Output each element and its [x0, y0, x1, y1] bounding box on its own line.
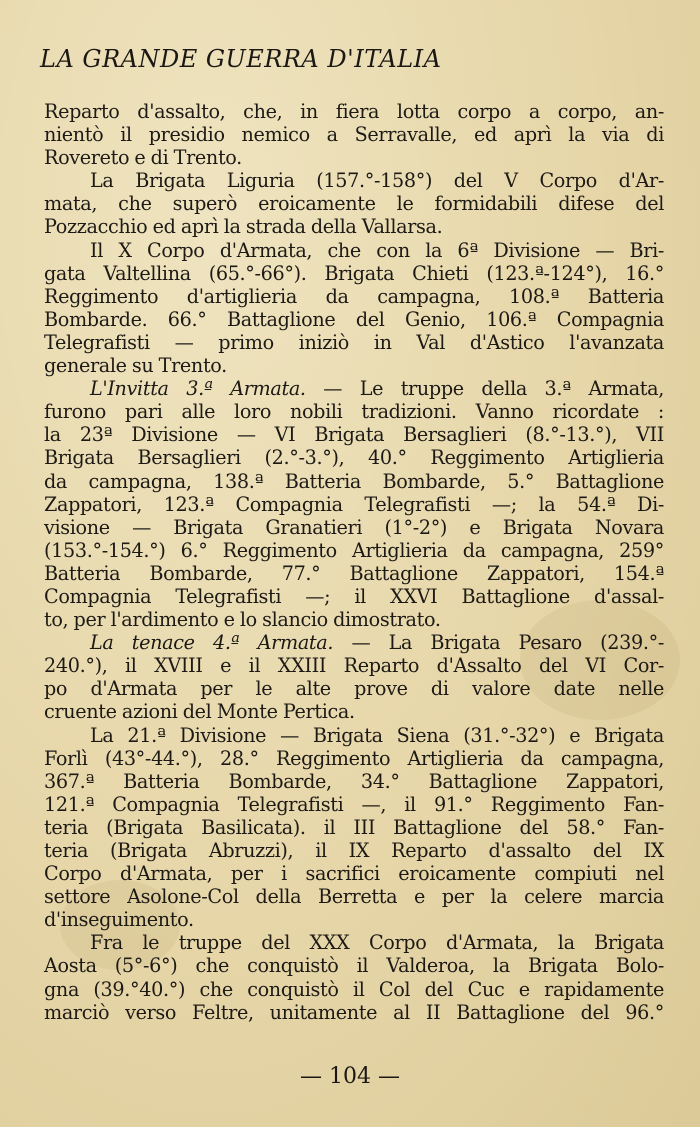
text-line-content: nientò il presidio nemico a Serravalle, ed aprì la via di: [44, 123, 664, 147]
text-line: [44, 978, 664, 1001]
text-line: [44, 770, 664, 793]
text-line-content: — La Brigata Pesaro (239.°-: [333, 631, 664, 655]
text-line: [44, 562, 664, 585]
text-line: [44, 700, 664, 723]
text-line: [44, 585, 664, 608]
page-number: — 104 —: [300, 1064, 400, 1089]
text-line-content: Aosta (5°-6°) che conquistò il Valderoa, la Brigata Bolo-: [44, 954, 664, 978]
text-line: [44, 631, 664, 654]
text-line: [44, 654, 664, 677]
text-line: [44, 885, 664, 908]
text-line-content: Rovereto e di Trento.: [44, 146, 242, 170]
text-line-content: Fra le truppe del XXX Corpo d'Armata, la Brigata: [90, 931, 664, 955]
text-line-content: gna (39.°40.°) che conquistò il Col del Cuc e rapidamente: [44, 977, 664, 1001]
text-line-content: teria (Brigata Abruzzi), il IX Reparto d'assalto del IX: [44, 839, 664, 862]
text-line: [44, 493, 664, 516]
text-line-content: Batteria Bombarde, 77.° Battaglione Zappatori, 154.ª: [44, 561, 664, 585]
text-line: [44, 192, 664, 215]
text-line-content: 121.ª Compagnia Telegrafisti —, il 91.° Reggimento Fan-: [44, 792, 664, 816]
text-line-content: teria (Brigata Basilicata). il III Battaglione del 58.° Fan-: [44, 815, 664, 839]
text-line: [44, 354, 664, 377]
text-line: [44, 470, 664, 493]
text-line-content: Forlì (43°-44.°), 28.° Reggimento Artiglieria da campagna,: [44, 746, 664, 770]
text-line-content: cruente azioni del Monte Pertica.: [44, 700, 355, 724]
text-line-content: po d'Armata per le alte prove di valore date nelle: [44, 677, 664, 701]
text-line-content: 367.ª Batteria Bombarde, 34.° Battaglione Zappatori,: [44, 769, 664, 793]
text-line: [44, 931, 664, 954]
text-line-content: generale su Trento.: [44, 354, 227, 378]
text-line: [44, 908, 664, 931]
text-line: [44, 516, 664, 539]
text-line-content: gata Valtellina (65.°-66°). Brigata Chieti (123.ª-124°), 16.°: [44, 261, 664, 285]
text-line-content: marciò verso Feltre, unitamente al II Battaglione del 96.°: [44, 1000, 664, 1024]
text-line-content: Pozzacchio ed aprì la strada della Vallarsa.: [44, 215, 443, 239]
text-line: [44, 169, 664, 192]
text-line: [44, 423, 664, 446]
text-line-content: Brigata Bersaglieri (2.°-3.°), 40.° Reggimento Artiglieria: [44, 446, 664, 470]
text-line-content: — Le truppe della 3.ª Armata,: [305, 377, 664, 401]
text-line-content: Il X Corpo d'Armata, che con la 6ª Divisione — Bri-: [90, 238, 664, 262]
text-line-content: La 21.ª Divisione — Brigata Siena (31.°-32°) e Brigata: [90, 723, 664, 747]
text-line-content: La Brigata Liguria (157.°-158°) del V Corpo d'Ar-: [90, 169, 664, 193]
text-line: [44, 816, 664, 839]
text-line: [44, 100, 664, 123]
text-line: [44, 862, 664, 885]
body-text: [44, 100, 664, 1024]
text-line-content: furono pari alle loro nobili tradizioni. Vanno ricordate :: [44, 400, 664, 424]
text-line: [44, 747, 664, 770]
text-line-content: 240.°), il XVIII e il XXIII Reparto d'Assalto del VI Cor-: [44, 654, 664, 678]
running-head: LA GRANDE GUERRA D'ITALIA: [40, 45, 442, 73]
text-line: [44, 215, 664, 238]
text-line: [44, 1001, 664, 1024]
text-line: [44, 724, 664, 747]
text-line: [44, 954, 664, 977]
section-heading: La tenace 4.ª Armata.: [90, 631, 334, 655]
text-line: [44, 400, 664, 423]
text-line-content: Compagnia Telegrafisti —; il XXVI Battaglione d'assal-: [44, 584, 664, 608]
text-line: [44, 677, 664, 700]
text-line: [44, 308, 664, 331]
text-line-content: mata, che superò eroicamente le formidabili difese del: [44, 192, 664, 216]
text-line: [44, 539, 664, 562]
text-line-content: Reggimento d'artiglieria da campagna, 108.ª Batteria: [44, 284, 664, 308]
text-line: [44, 377, 664, 400]
text-line: [44, 446, 664, 469]
section-heading: L'Invitta 3.ª Armata.: [90, 377, 306, 401]
text-line: [44, 793, 664, 816]
text-line-content: to, per l'ardimento e lo slancio dimostrato.: [44, 608, 441, 632]
text-line: [44, 285, 664, 308]
text-line-content: Bombarde. 66.° Battaglione del Genio, 106.ª Compagnia: [44, 307, 664, 331]
text-line: [44, 608, 664, 631]
text-line-content: settore Asolone-Col della Berretta e per la celere marcia: [44, 885, 664, 909]
text-line-content: Telegrafisti — primo iniziò in Val d'Astico l'avanzata: [44, 330, 664, 354]
text-line-content: (153.°-154.°) 6.° Reggimento Artiglieria da campagna, 259°: [44, 538, 664, 562]
text-line: [44, 331, 664, 354]
text-line-content: Corpo d'Armata, per i sacrifici eroicamente compiuti nel: [44, 862, 664, 886]
text-line-content: Zappatori, 123.ª Compagnia Telegrafisti —; la 54.ª Di-: [44, 492, 664, 516]
text-line-content: Reparto d'assalto, che, in fiera lotta corpo a corpo, an-: [44, 100, 664, 123]
text-line: [44, 239, 664, 262]
text-line-content: d'inseguimento.: [44, 908, 194, 932]
text-line: [44, 146, 664, 169]
text-line-content: da campagna, 138.ª Batteria Bombarde, 5.° Battaglione: [44, 469, 664, 493]
text-line-content: la 23ª Divisione — VI Brigata Bersaglieri (8.°-13.°), VII: [44, 423, 664, 447]
text-line: [44, 262, 664, 285]
text-line-content: visione — Brigata Granatieri (1°-2°) e Brigata Novara: [44, 515, 664, 539]
text-line: [44, 839, 664, 862]
text-line: [44, 123, 664, 146]
